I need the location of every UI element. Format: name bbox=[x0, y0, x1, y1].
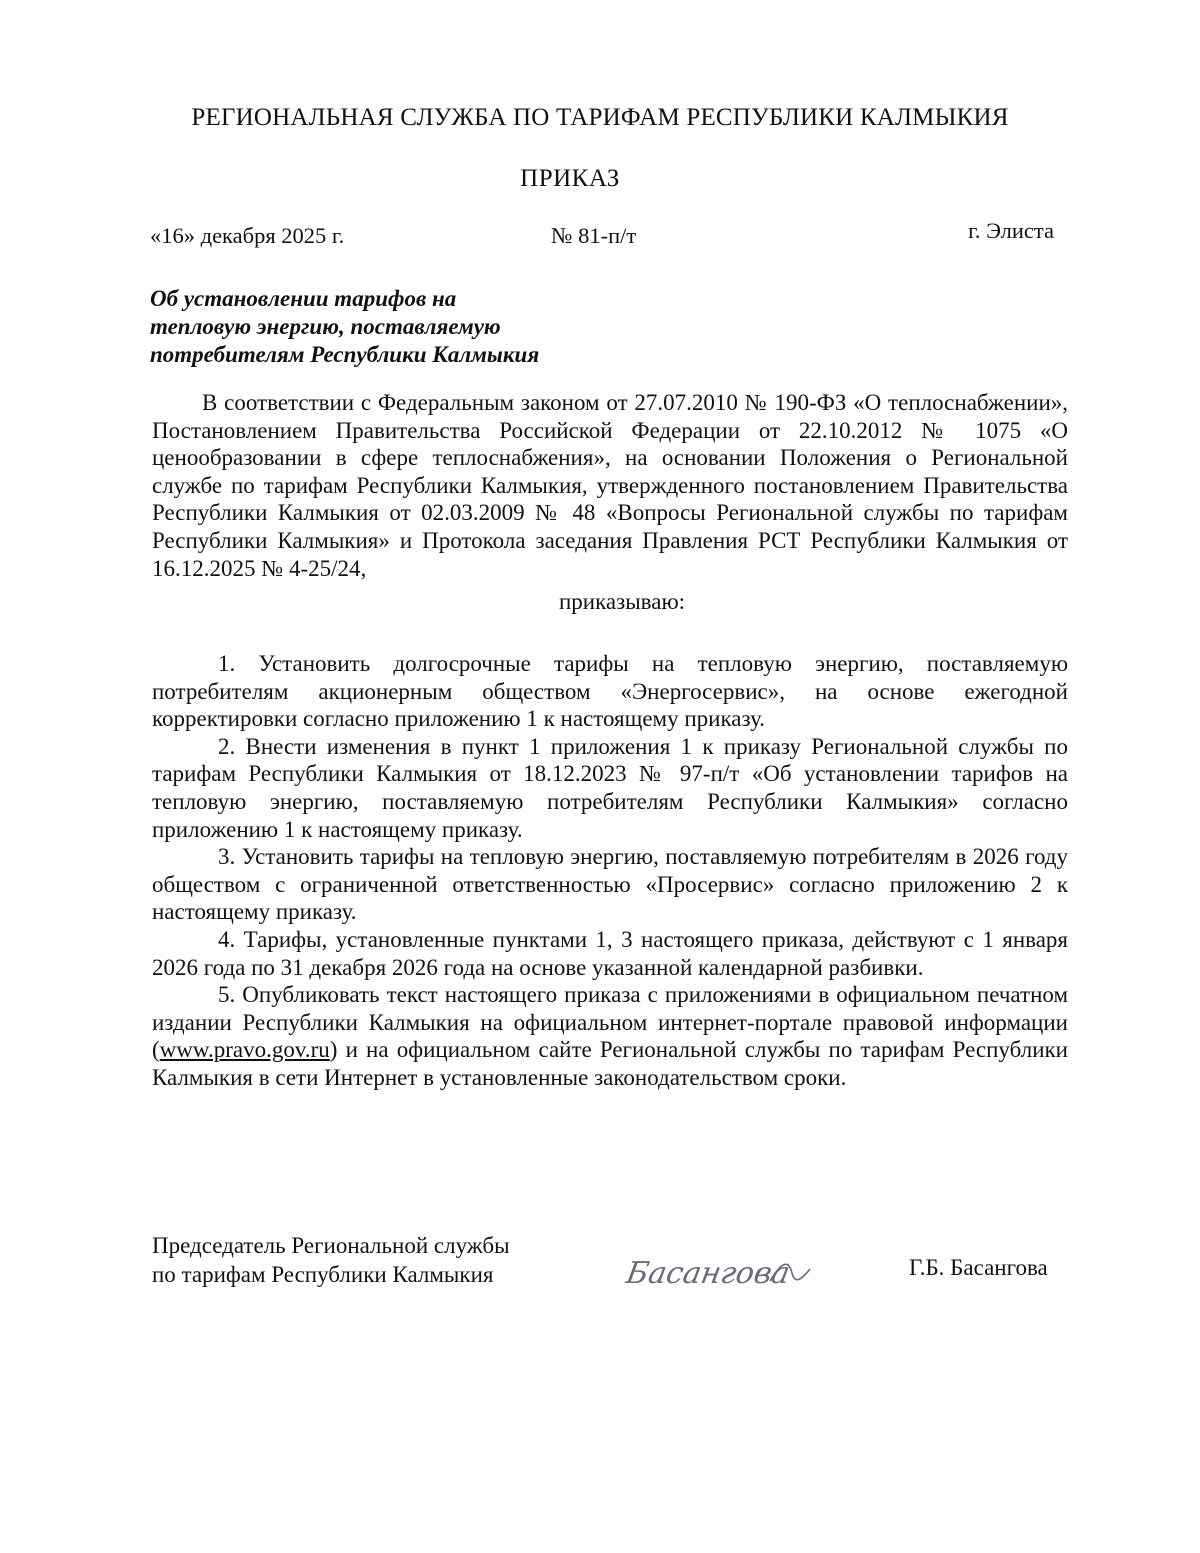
subject-line: Об установлении тарифов на bbox=[150, 286, 457, 311]
subject-line: потребителям Республики Калмыкия bbox=[150, 342, 540, 367]
preamble-paragraph: В соответствии с Федеральным законом от 27.07.2010 № 190-ФЗ «О теплоснабжении», Постановлением Правительства Российской Федерации от 22.10.2012 № 1075 «О ценообразовании в сфере теплоснабжения», на основании Положения о Региональной службе по тарифам Республики Калмыкия, утвержденного постановлением Правительства Республики Калмыкия от 02.03.2009 № 48 «Вопросы Региональной службы по тарифам Республики Калмыкия» и Протокола заседания Правления РСТ Республики Калмыкия от 16.12.2025 № 4-25/24, bbox=[152, 390, 1068, 581]
document-subject bbox=[150, 285, 710, 369]
signature-scribble: Басангова bbox=[623, 1256, 793, 1291]
order-item-1: 1. Установить долгосрочные тарифы на тепловую энергию, поставляемую потребителям акционерным обществом «Энергосервис», на основе ежегодной корректировки согласно приложению 1 к настоящему приказу. bbox=[152, 651, 1068, 732]
pravo-link[interactable]: www.pravo.gov.ru bbox=[159, 1037, 330, 1063]
subject-line: тепловую энергию, поставляемую bbox=[150, 314, 501, 339]
item5-text-before: 5. Опубликовать текст настоящего приказа с приложениями в официальном печатном издании Республики Калмыкия на официальном интернет-портале правовой информации ( bbox=[152, 982, 1068, 1063]
order-item-5 bbox=[152, 981, 1068, 1091]
order-item-4: 4. Тарифы, установленные пунктами 1, 3 настоящего приказа, действуют с 1 января 2026 года по 31 декабря 2026 года на основе указанной календарной разбивки. bbox=[152, 926, 1068, 980]
document-city: г. Элиста bbox=[968, 218, 1054, 243]
order-item-2: 2. Внести изменения в пункт 1 приложения 1 к приказу Региональной службы по тарифам Республики Калмыкия от 18.12.2023 № 97-п/т «Об установлении тарифов на тепловую энергию, поставляемую потребителям Республики Калмыкия» согласно приложению 1 к настоящему приказу. bbox=[152, 733, 1068, 842]
orders-word: приказываю: bbox=[558, 589, 686, 614]
document-number: № 81-п/т bbox=[551, 223, 637, 248]
document-date: «16» декабря 2025 г. bbox=[150, 223, 345, 248]
order-item-3: 3. Установить тарифы на тепловую энергию, поставляемую потребителям в 2026 году обществом с ограниченной ответственностью «Просервис» согласно приложению 2 к настоящему приказу. bbox=[152, 844, 1068, 925]
item5-text-after: ) и на официальном сайте Региональной службы по тарифам Республики Калмыкия в сети Интернет в установленные законодательством сроки. bbox=[152, 1037, 1068, 1090]
handwritten-signature bbox=[620, 1243, 820, 1303]
organization-name: РЕГИОНАЛЬНАЯ СЛУЖБА ПО ТАРИФАМ РЕСПУБЛИКИ КАЛМЫКИЯ bbox=[191, 104, 1009, 131]
signatory-title bbox=[152, 1231, 510, 1289]
signatory-name: Г.Б. Басангова bbox=[909, 1255, 1048, 1280]
document-type: ПРИКАЗ bbox=[520, 165, 620, 192]
signatory-title-line: по тарифам Республики Калмыкия bbox=[152, 1262, 494, 1287]
order-items bbox=[152, 650, 1068, 1092]
preamble bbox=[152, 389, 1068, 582]
signatory-title-line: Председатель Региональной службы bbox=[152, 1233, 510, 1258]
